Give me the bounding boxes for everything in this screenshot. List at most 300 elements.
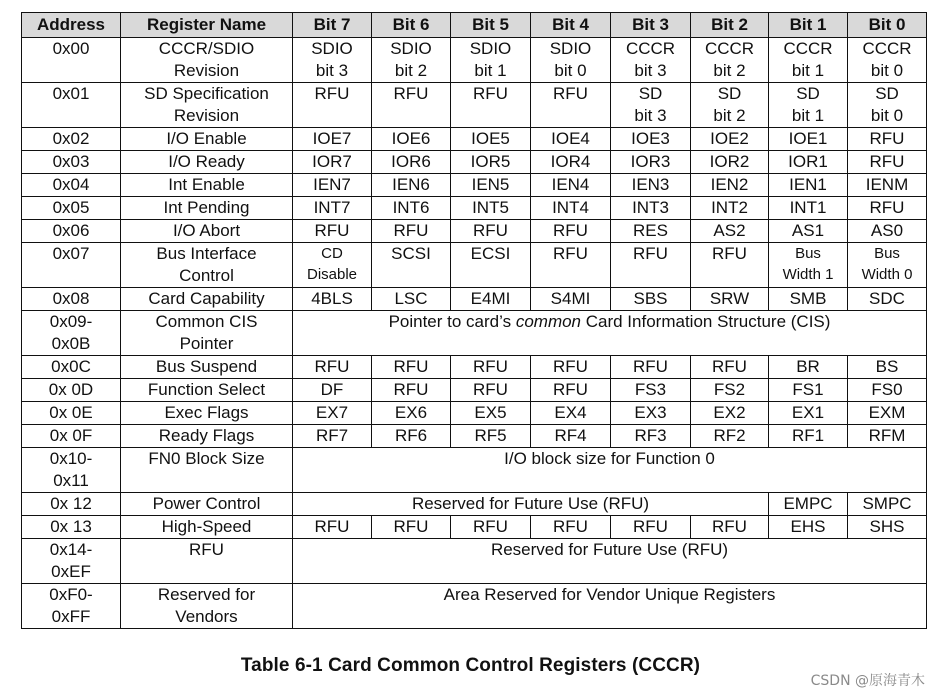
bit4-cell-line: SDIO [549, 39, 592, 58]
bit6-cell [372, 425, 451, 448]
bit0-cell-line: IENM [865, 175, 909, 194]
table-row [22, 379, 927, 402]
address-cell-line: 0x05 [52, 198, 90, 217]
bit3-cell [611, 379, 691, 402]
bit5-cell [451, 356, 531, 379]
bit4-cell-line: RFU [553, 244, 588, 263]
bit4-cell-line: bit 0 [554, 61, 587, 80]
register-name-cell-line: Function Select [147, 380, 266, 399]
bit3-cell-line: INT3 [632, 198, 669, 217]
bit2-cell-line: RF2 [713, 426, 746, 445]
table-row [22, 516, 927, 539]
bit7-cell [293, 379, 372, 402]
bit0-cell [848, 38, 927, 83]
bit1-cell [769, 128, 848, 151]
description-text: Area Reserved for Vendor Unique Registers [443, 585, 776, 604]
header-bit3: Bit 3 [611, 13, 691, 38]
bit1-cell-line: Bus [795, 245, 821, 262]
bit2-cell [691, 288, 769, 311]
bit3-cell [611, 356, 691, 379]
register-name-cell-line: Common CIS [155, 312, 258, 331]
bit5-cell [451, 83, 531, 128]
bit1-cell [769, 83, 848, 128]
bit2-cell [691, 356, 769, 379]
bit1-cell-line: BR [796, 357, 820, 376]
header-bit2: Bit 2 [691, 13, 769, 38]
bit3-cell-line: FS3 [634, 380, 667, 399]
address-cell-line: 0x 0D [48, 380, 94, 399]
register-name-cell-line: SD Specification [144, 84, 269, 103]
bit3-cell-line: RFU [633, 244, 668, 263]
register-name-cell-line: High-Speed [161, 517, 252, 536]
register-name-cell-line: I/O Ready [168, 152, 245, 171]
address-cell [22, 220, 121, 243]
bit0-cell [848, 516, 927, 539]
merged-rfu-cell-line: Reserved for Future Use (RFU) [411, 494, 650, 513]
bit0-cell-line: RFU [869, 198, 905, 217]
bit2-cell-line: EX2 [713, 403, 746, 422]
bit0-cell [848, 356, 927, 379]
bit7-cell-line: RFU [314, 221, 350, 240]
bit5-cell [451, 38, 531, 83]
bit2-cell-line: AS2 [713, 221, 746, 240]
header-bit5: Bit 5 [451, 13, 531, 38]
bit4-cell [531, 288, 611, 311]
bit7-cell [293, 402, 372, 425]
bit5-cell [451, 197, 531, 220]
bit5-cell-line: RF5 [474, 426, 507, 445]
bit5-cell [451, 516, 531, 539]
bit3-cell [611, 38, 691, 83]
bit4-cell-line: RF4 [554, 426, 587, 445]
bit2-cell [691, 197, 769, 220]
address-cell-line: 0x11 [53, 471, 89, 490]
bit1-cell-line: IOE1 [788, 129, 828, 148]
bit7-cell-line: 4BLS [311, 289, 353, 308]
address-cell [22, 83, 121, 128]
bit2-cell [691, 425, 769, 448]
bit0-cell-line: SDC [869, 289, 905, 308]
register-name-cell [121, 584, 293, 629]
bit1-cell [769, 402, 848, 425]
register-name-cell [121, 197, 293, 220]
register-name-cell [121, 83, 293, 128]
bit0-cell [848, 128, 927, 151]
address-cell [22, 539, 121, 584]
bit2-cell [691, 243, 769, 288]
bit7-cell-line: RFU [314, 357, 350, 376]
register-name-cell [121, 151, 293, 174]
bit4-cell-line: RFU [553, 221, 588, 240]
table-row [22, 539, 927, 584]
bit0-cell [848, 174, 927, 197]
bit7-cell-line: INT7 [313, 198, 351, 217]
bit1-cell-line: EHS [790, 517, 826, 536]
address-cell [22, 243, 121, 288]
bit5-cell-line: RFU [473, 380, 508, 399]
register-name-cell-line: Power Control [152, 494, 261, 513]
bit5-cell [451, 425, 531, 448]
bit2-cell [691, 402, 769, 425]
bit7-cell [293, 220, 372, 243]
address-cell [22, 288, 121, 311]
bit6-cell [372, 83, 451, 128]
bit7-cell-line: CD [321, 245, 343, 262]
bit4-cell [531, 425, 611, 448]
bit4-cell [531, 243, 611, 288]
bit7-cell [293, 174, 372, 197]
address-cell [22, 356, 121, 379]
bit2-cell-line: IOR2 [709, 152, 750, 171]
bit2-cell-line: RFU [712, 244, 747, 263]
bit6-cell-line: RFU [393, 517, 429, 536]
register-name-cell-line: Ready Flags [158, 426, 255, 445]
bit7-cell-line: EX7 [315, 403, 349, 422]
bit6-cell-line: SCSI [391, 244, 431, 263]
register-name-cell-line: I/O Abort [172, 221, 241, 240]
bit6-cell [372, 288, 451, 311]
bit1-cell [769, 38, 848, 83]
bit5-cell-line: IOR5 [470, 152, 511, 171]
address-cell [22, 197, 121, 220]
bit1-cell-line: EX1 [791, 403, 825, 422]
table-row [22, 83, 927, 128]
bit3-cell-line: RF3 [634, 426, 667, 445]
bit7-cell [293, 38, 372, 83]
register-name-cell-line: Pointer [179, 334, 234, 353]
register-name-cell-line: Revision [173, 106, 240, 125]
bit6-cell [372, 402, 451, 425]
address-cell [22, 448, 121, 493]
bit7-cell-line: RFU [314, 84, 350, 103]
bit4-cell [531, 83, 611, 128]
bit1-cell-line: EMPC [783, 494, 833, 513]
register-name-cell [121, 243, 293, 288]
header-bit7: Bit 7 [293, 13, 372, 38]
register-name-cell [121, 220, 293, 243]
bit4-cell-line: RFU [553, 84, 588, 103]
bit2-cell [691, 174, 769, 197]
address-cell-line: 0x0C [51, 357, 91, 376]
bit6-cell-line: IEN6 [392, 175, 430, 194]
bit0-cell-line: AS0 [870, 221, 904, 240]
address-cell [22, 425, 121, 448]
bit4-cell [531, 197, 611, 220]
bit6-cell-line: IOE6 [391, 129, 431, 148]
address-cell [22, 311, 121, 356]
table-row [22, 197, 927, 220]
bit6-cell [372, 197, 451, 220]
bit1-cell [769, 174, 848, 197]
bit2-cell-line: INT2 [711, 198, 748, 217]
bit2-cell-line: IOE2 [710, 129, 749, 148]
bit6-cell [372, 128, 451, 151]
bit0-cell [848, 288, 927, 311]
bit0-cell-line: RFU [869, 152, 905, 171]
bit2-cell [691, 151, 769, 174]
bit7-cell [293, 243, 372, 288]
register-name-cell-line: FN0 Block Size [148, 449, 265, 468]
bit6-cell-line: SDIO [390, 39, 432, 58]
description-text: Reserved for Future Use (RFU) [490, 540, 729, 559]
bit1-cell [769, 243, 848, 288]
bit7-cell-line: IOE7 [312, 129, 352, 148]
bit5-cell [451, 128, 531, 151]
bit1-cell-line: CCCR [783, 39, 833, 58]
bit1-cell [769, 197, 848, 220]
bit2-cell [691, 220, 769, 243]
bit2-cell-line: CCCR [704, 39, 755, 58]
address-cell [22, 174, 121, 197]
bit5-cell-line: bit 1 [474, 61, 507, 80]
bit4-cell [531, 516, 611, 539]
bit0-cell-line: bit 0 [870, 61, 904, 80]
address-cell-line: 0x09- [49, 312, 93, 331]
address-cell-line: 0x06 [52, 221, 90, 240]
description-emphasis: common [515, 312, 582, 331]
bit2-cell [691, 128, 769, 151]
bit4-cell [531, 379, 611, 402]
register-name-cell [121, 356, 293, 379]
bit3-cell-line: IOR3 [630, 152, 671, 171]
bit0-cell [848, 151, 927, 174]
table-row [22, 448, 927, 493]
bit4-cell [531, 402, 611, 425]
address-cell [22, 584, 121, 629]
table-row [22, 425, 927, 448]
table-row [22, 38, 927, 83]
address-cell-line: 0x10- [49, 449, 93, 468]
bit7-cell-line: bit 3 [315, 61, 349, 80]
bit1-cell [769, 425, 848, 448]
table-row [22, 311, 927, 356]
bit3-cell-line: bit 3 [634, 106, 667, 125]
bit1-cell-line: FS1 [792, 380, 824, 399]
bit6-cell [372, 516, 451, 539]
merged-description-cell [293, 448, 927, 493]
bit2-cell-line: FS2 [713, 380, 746, 399]
bit5-cell [451, 288, 531, 311]
header-bit0: Bit 0 [848, 13, 927, 38]
bit1-cell [769, 356, 848, 379]
header-row [22, 13, 927, 38]
address-cell-line: 0x02 [52, 129, 90, 148]
register-name-cell [121, 174, 293, 197]
bit4-cell-line: IOE4 [551, 129, 590, 148]
table-row [22, 174, 927, 197]
bit0-cell [848, 425, 927, 448]
bit3-cell [611, 288, 691, 311]
bit4-cell-line: RFU [553, 517, 588, 536]
bit7-cell-line: IOR7 [312, 152, 352, 171]
bit6-cell-line: RFU [393, 357, 429, 376]
bit6-cell-line: RFU [393, 84, 429, 103]
bit3-cell-line: IOE3 [631, 129, 670, 148]
csdn-watermark: CSDN @原海青木 [810, 673, 925, 689]
address-cell-line: 0x0B [51, 334, 91, 353]
bit1-cell-line: IEN1 [789, 175, 827, 194]
bit7-cell-line: SDIO [311, 39, 353, 58]
address-cell-line: 0x 13 [50, 517, 92, 536]
register-name-cell [121, 128, 293, 151]
address-cell-line: 0xFF [51, 607, 91, 626]
bit0-cell-line: RFU [869, 129, 905, 148]
table-row [22, 288, 927, 311]
bit0-cell-line: SD [875, 84, 899, 103]
bit3-cell [611, 197, 691, 220]
bit4-cell-line: RFU [553, 357, 588, 376]
bit6-cell-line: RFU [393, 380, 429, 399]
bit4-cell-line: IOR4 [550, 152, 591, 171]
bit1-cell-line: IOR1 [788, 152, 828, 171]
address-cell-line: 0x 0E [49, 403, 93, 422]
bit7-cell [293, 128, 372, 151]
address-cell [22, 402, 121, 425]
register-name-cell-line: Int Enable [168, 175, 245, 194]
bit5-cell-line: RFU [473, 221, 508, 240]
bit5-cell [451, 243, 531, 288]
address-cell-line: 0x 0F [49, 426, 93, 445]
address-cell-line: 0x07 [52, 244, 90, 263]
bit2-cell-line: bit 2 [713, 61, 746, 80]
bit6-cell-line: INT6 [392, 198, 430, 217]
bit3-cell-line: IEN3 [631, 175, 670, 194]
bit6-cell-line: bit 2 [394, 61, 428, 80]
bit3-cell-line: SBS [633, 289, 668, 308]
bit0-cell [848, 220, 927, 243]
bit7-cell-line: RF7 [315, 426, 349, 445]
bit0-cell-line: Bus [874, 245, 900, 262]
bit0-cell [848, 243, 927, 288]
bit3-cell [611, 402, 691, 425]
bit0-cell [848, 493, 927, 516]
bit4-cell-line: INT4 [552, 198, 589, 217]
bit5-cell-line: RFU [473, 517, 508, 536]
address-cell-line: 0x 12 [50, 494, 92, 513]
bit7-cell [293, 288, 372, 311]
bit1-cell [769, 220, 848, 243]
bit5-cell [451, 151, 531, 174]
bit1-cell-line: INT1 [789, 198, 827, 217]
bit0-cell [848, 197, 927, 220]
bit0-cell-line: BS [875, 357, 899, 376]
bit4-cell-line: S4MI [550, 289, 591, 308]
bit0-cell-line: SMPC [862, 494, 912, 513]
bit1-cell [769, 151, 848, 174]
address-cell-line: 0x01 [52, 84, 90, 103]
bit0-cell-line: FS0 [871, 380, 903, 399]
bit0-cell-line: bit 0 [870, 106, 904, 125]
bit1-cell-line: SMB [789, 289, 827, 308]
bit3-cell-line: bit 3 [634, 61, 667, 80]
bit2-cell [691, 379, 769, 402]
cccr-table-container [21, 12, 926, 629]
table-row [22, 128, 927, 151]
register-name-cell-line: Card Capability [148, 289, 265, 308]
bit4-cell [531, 174, 611, 197]
bit3-cell [611, 516, 691, 539]
table-row [22, 220, 927, 243]
register-name-cell-line: Revision [173, 61, 240, 80]
bit5-cell-line: E4MI [470, 289, 511, 308]
description-text: Pointer to card’s [388, 312, 516, 331]
bit0-cell-line: SHS [869, 517, 905, 536]
bit5-cell [451, 174, 531, 197]
register-name-cell [121, 493, 293, 516]
bit2-cell-line: bit 2 [713, 106, 746, 125]
bit6-cell-line: LSC [394, 289, 428, 308]
bit5-cell-line: RFU [473, 84, 508, 103]
address-cell [22, 128, 121, 151]
bit3-cell-line: RFU [633, 517, 668, 536]
register-name-cell-line: Exec Flags [164, 403, 249, 422]
register-name-cell-line: Control [179, 266, 234, 285]
bit3-cell [611, 220, 691, 243]
bit6-cell [372, 356, 451, 379]
table-row [22, 402, 927, 425]
bit0-cell-line: Width 0 [861, 266, 913, 283]
address-cell [22, 379, 121, 402]
bit4-cell-line: IEN4 [551, 175, 590, 194]
bit0-cell [848, 379, 927, 402]
register-name-cell [121, 516, 293, 539]
bit5-cell-line: INT5 [472, 198, 509, 217]
bit4-cell [531, 128, 611, 151]
bit0-cell-line: CCCR [862, 39, 912, 58]
bit7-cell [293, 425, 372, 448]
bit3-cell [611, 128, 691, 151]
header-bit1: Bit 1 [769, 13, 848, 38]
address-cell-line: 0x08 [52, 289, 90, 308]
bit6-cell [372, 243, 451, 288]
bit0-cell [848, 83, 927, 128]
address-cell [22, 516, 121, 539]
bit5-cell-line: IEN5 [471, 175, 510, 194]
bit7-cell-line: Disable [306, 266, 358, 283]
bit0-cell-line: RFM [868, 426, 906, 445]
bit3-cell-line: RES [633, 221, 668, 240]
header-address: Address [22, 13, 121, 38]
bit4-cell-line: EX4 [554, 403, 587, 422]
bit5-cell [451, 379, 531, 402]
merged-description-cell [293, 311, 927, 356]
register-name-cell-line: I/O Enable [166, 129, 247, 148]
address-cell-line: 0x04 [52, 175, 90, 194]
bit2-cell-line: IEN2 [710, 175, 749, 194]
bit2-cell-line: SD [717, 84, 742, 103]
bit3-cell-line: CCCR [625, 39, 676, 58]
register-name-cell [121, 288, 293, 311]
bit6-cell [372, 151, 451, 174]
bit5-cell-line: EX5 [474, 403, 507, 422]
header-bit4: Bit 4 [531, 13, 611, 38]
bit7-cell-line: IEN7 [313, 175, 351, 194]
bit5-cell-line: SDIO [469, 39, 512, 58]
register-name-cell-line: CCCR/SDIO [158, 39, 255, 58]
register-name-cell [121, 402, 293, 425]
bit6-cell [372, 38, 451, 83]
bit2-cell-line: SRW [709, 289, 750, 308]
bit6-cell [372, 220, 451, 243]
bit5-cell [451, 220, 531, 243]
register-name-cell-line: Bus Suspend [155, 357, 258, 376]
bit3-cell-line: SD [638, 84, 663, 103]
description-text: Card Information Structure (CIS) [581, 312, 831, 331]
bit5-cell-line: ECSI [470, 244, 511, 263]
bit7-cell [293, 197, 372, 220]
merged-description-cell [293, 539, 927, 584]
bit5-cell-line: IOE5 [471, 129, 510, 148]
